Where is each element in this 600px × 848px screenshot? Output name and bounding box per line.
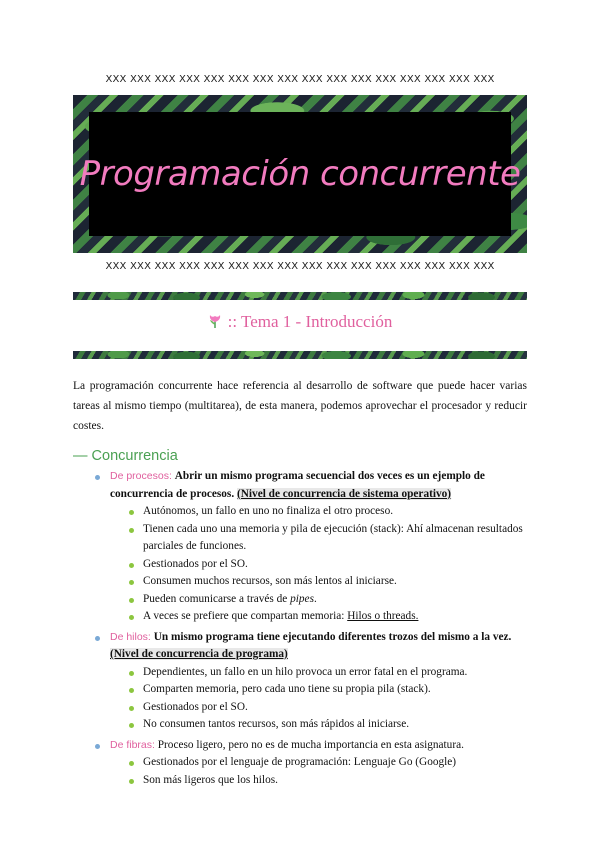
item-bold-text: Un mismo programa tiene ejecutando diferentes trozos del mismo a la vez. — [153, 630, 512, 643]
list-item-procesos — [73, 468, 527, 503]
bullet — [129, 510, 134, 515]
bullet — [95, 636, 100, 641]
bullet — [129, 615, 134, 620]
bullet — [129, 723, 134, 728]
list-subitem — [73, 521, 527, 556]
bullet — [129, 779, 134, 784]
decoration-top: XXX XXX XXX XXX XXX XXX XXX XXX XXX XXX XXX XXX XXX XXX XXX XXX — [105, 74, 495, 85]
item-lead: De procesos: — [110, 470, 172, 482]
subitem-text: Gestionados por el SO. — [143, 557, 248, 570]
bullet — [129, 580, 134, 585]
concurrency-list — [73, 468, 527, 789]
list-subitem — [73, 664, 527, 682]
subitem-text: Autónomos, un fallo en uno no finaliza el otro proceso. — [143, 505, 394, 517]
subitem-text: Comparten memoria, pero cada uno tiene su propia pila (stack). — [143, 683, 431, 695]
pipes-term: pipes — [290, 592, 314, 605]
subitem-text: Pueden comunicarse a través de — [143, 592, 291, 605]
list-subitem — [73, 754, 527, 772]
item-bold-text: Abrir un mismo programa secuencial dos veces es un ejemplo de concurrencia de procesos. — [110, 470, 485, 500]
item-lead: De fibras: — [110, 738, 155, 751]
subitem-text: Tienen cada uno una memoria y pila de ejecución (stack): Ahí almacenan resultados parciales de funciones. — [143, 522, 523, 552]
list-item-fibras — [73, 737, 527, 755]
bullet — [129, 706, 134, 711]
list-subitem — [73, 681, 527, 699]
bullet — [95, 475, 100, 480]
bullet — [129, 563, 134, 568]
item-note: (Nivel de concurrencia de programa) — [110, 648, 288, 660]
bullet — [129, 688, 134, 693]
tulip-icon — [208, 313, 222, 329]
subitem-text: Gestionados por el SO. — [143, 700, 248, 713]
topic-label: :: Tema 1 - Introducción — [227, 312, 393, 331]
title-banner — [73, 95, 527, 253]
list-subitem — [73, 772, 527, 790]
list-subitem — [73, 699, 527, 717]
intro-paragraph: La programación concurrente hace referencia al desarrollo de software que puede hacer varias tareas al mismo tiempo (multitarea), de esta manera, podemos aprovechar el procesador y reducir costes. — [73, 380, 527, 432]
threads-link[interactable]: Hilos o threads. — [347, 610, 419, 622]
list-subitem — [73, 503, 527, 521]
decoration-bottom: XXX XXX XXX XXX XXX XXX XXX XXX XXX XXX XXX XXX XXX XXX XXX XXX — [105, 261, 495, 272]
list-subitem — [73, 716, 527, 734]
subitem-text: A veces se prefiere que compartan memoria: — [143, 610, 348, 622]
item-lead: De hilos: — [110, 630, 151, 643]
item-text: Proceso ligero, pero no es de mucha importancia en esta asignatura. — [157, 738, 464, 751]
list-subitem: Pueden comunicarse a través de pipes. — [73, 591, 527, 609]
list-subitem — [73, 608, 527, 626]
item-note: (Nivel de concurrencia de sistema operativo) — [236, 487, 452, 500]
title-box — [79, 112, 521, 236]
bullet — [129, 761, 134, 766]
list-subitem — [73, 573, 527, 591]
list-subitem — [73, 556, 527, 574]
subitem-text: No consumen tantos recursos, son más rápidos al iniciarse. — [143, 718, 410, 730]
document-title: Programación concurrente — [79, 154, 521, 194]
leaf-divider-top — [73, 292, 527, 300]
subitem-text: Dependientes, un fallo en un hilo provoca un error fatal en el programa. — [143, 665, 468, 678]
bullet — [129, 598, 134, 603]
topic-heading — [73, 312, 527, 332]
bullet — [129, 671, 134, 676]
subitem-text: Consumen muchos recursos, son más lentos al iniciarse. — [143, 575, 397, 587]
leaf-divider-bottom — [73, 351, 527, 359]
subitem-text: Son más ligeros que los hilos. — [143, 773, 278, 786]
section-title: — Concurrencia — [73, 448, 178, 464]
subitem-text: Gestionados por el lenguaje de programación: Lenguaje Go (Google) — [143, 756, 457, 768]
bullet — [95, 744, 100, 749]
list-item-hilos — [73, 629, 527, 664]
bullet — [129, 528, 134, 533]
